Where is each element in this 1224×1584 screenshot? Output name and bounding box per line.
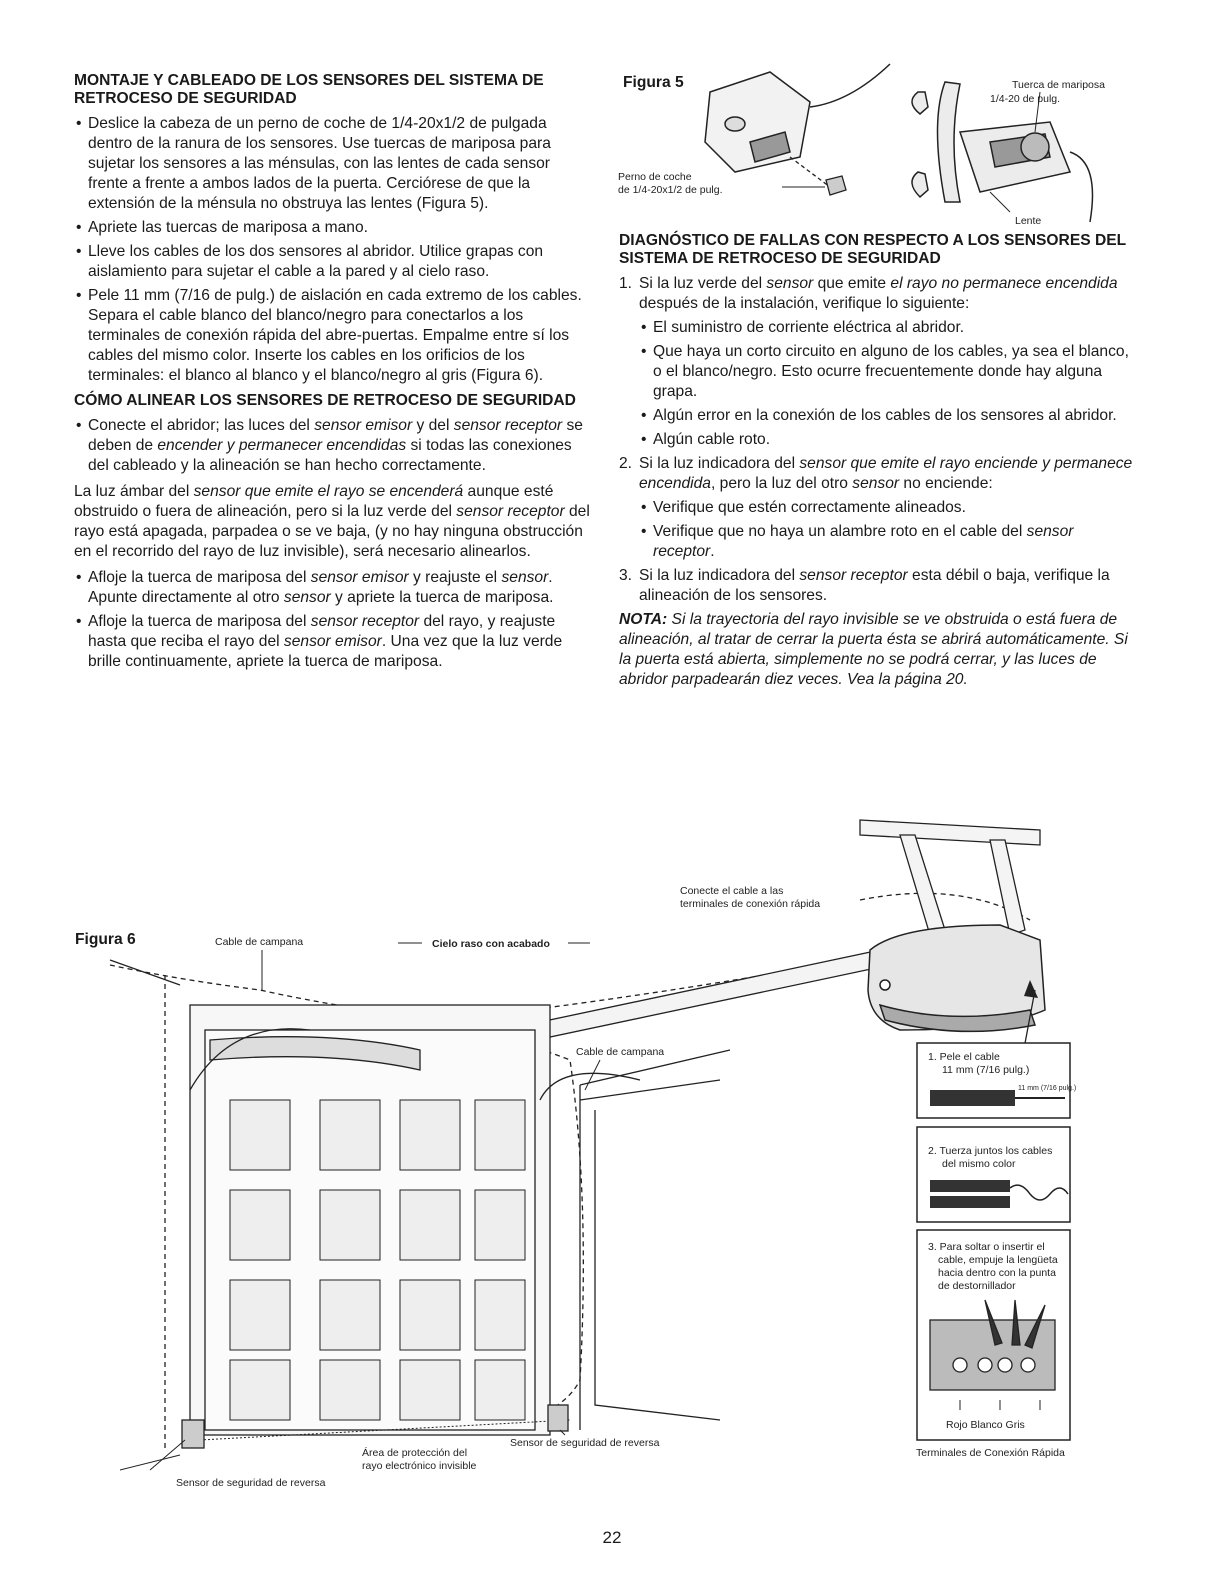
right-column bbox=[619, 232, 1139, 696]
sensor-body-icon bbox=[705, 72, 810, 172]
list-item: 1. Si la luz verde del sensor que emite el rayo no permanece encendida después de la instalación, verifique lo siguiente: • El suministro de corriente eléctrica al abridor. • Que haya un corto circuito en alguno de los cables, ya sea el blanco, o el blanco/negro. Esto ocurre frecuentemente donde hay alguna grapa. • Algún error en la conexión de los cables de los sensores al abridor. • Algún cable roto. bbox=[619, 274, 1139, 450]
heading-montaje: MONTAJE Y CABLEADO DE LOS SENSORES DEL SISTEMA DE RETROCESO DE SEGURIDAD bbox=[74, 72, 544, 107]
twisted-wire-icon bbox=[930, 1180, 1010, 1192]
step2-text-1: 2. Tuerza juntos los cables bbox=[928, 1145, 1053, 1157]
list-item: • Algún cable roto. bbox=[639, 430, 1139, 450]
list-item: • Algún error en la conexión de los cables de los sensores al abridor. bbox=[639, 406, 1139, 426]
sensor-left-callout: Sensor de seguridad de reversa bbox=[176, 1477, 326, 1489]
montaje-list bbox=[74, 114, 594, 386]
alinear-list-2 bbox=[74, 568, 594, 672]
list-item: • Verifique que no haya un alambre roto en el cable del sensor receptor. bbox=[639, 522, 1139, 562]
list-item: • Afloje la tuerca de mariposa del sensor emisor y reajuste el sensor. Apunte directamente al otro sensor y apriete la tuerca de mariposa. bbox=[74, 568, 594, 608]
bell-wire-top-callout: Cable de campana bbox=[215, 936, 304, 948]
step1-ruler-text: 11 mm (7/16 pulg.) bbox=[1018, 1085, 1077, 1092]
figure-6-illustration bbox=[0, 810, 1224, 1510]
step3-text-3: hacia dentro con la punta bbox=[938, 1267, 1056, 1279]
figure-5-label: Figura 5 bbox=[623, 74, 684, 91]
list-item: • Pele 11 mm (7/16 de pulg.) de aislación en cada extremo de los cables. Separa el cable blanco del blanco/negro para conectarlos a los terminales de conexión rápida del abre-puertas. Empalme entre sí los cables del mismo color. Inserte los cables en los orificios de los terminales: el blanco al blanco y el blanco/negro al gris (Figura 6). bbox=[74, 286, 594, 386]
list-item: • Afloje la tuerca de mariposa del sensor receptor del rayo, y reajuste hasta que reciba el rayo del sensor emisor. Una vez que la luz verde brille continuamente, apriete la tuerca de mariposa. bbox=[74, 612, 594, 672]
note-paragraph: NOTA: Si la trayectoria del rayo invisible se ve obstruida o está fuera de alineación, al tratar de cerrar la puerta ésta se abrirá automáticamente. Si la puerta está abierta, simplemente no se podrá cerrar, y las luces de abridor parpadearán diez veces. Vea la página 20. bbox=[619, 611, 1128, 688]
amber-light-paragraph: La luz ámbar del sensor que emite el rayo se encenderá aunque esté obstruido o fuera de alineación, pero si la luz verde del sensor receptor del rayo está apagada, parpadea o se ve baja, (y no hay ninguna obstrucción en el recorrido del rayo de luz invisible), será necesario alinearlos. bbox=[74, 483, 590, 560]
connect-callout-2: terminales de conexión rápida bbox=[680, 898, 821, 910]
figure-6-label: Figura 6 bbox=[75, 931, 136, 948]
list-item: • Deslice la cabeza de un perno de coche de 1/4-20x1/2 de pulgada dentro de la ranura de los sensores. Use tuercas de mariposa para sujetar los sensores a las ménsulas, con las lentes de cada sensor frente a frente a ambos lados de la puerta. Cerciórese de que la extensión de la ménsula no obstruya las lentes (Figura 5). bbox=[74, 114, 594, 214]
heading-diagnostico: DIAGNÓSTICO DE FALLAS CON RESPECTO A LOS SENSORES DEL SISTEMA DE RETROCESO DE SEGURIDAD bbox=[619, 232, 1126, 267]
left-column bbox=[74, 72, 594, 678]
list-item: 2. Si la luz indicadora del sensor que emite el rayo enciende y permanece encendida, pero la luz del otro sensor no enciende: • Verifique que estén correctamente alineados. • Verifique que no haya un alambre roto en el cable del sensor receptor. bbox=[619, 454, 1139, 562]
step1-text-2: 11 mm (7/16 pulg.) bbox=[942, 1064, 1030, 1076]
bell-wire-mid-callout: Cable de campana bbox=[576, 1046, 665, 1058]
wire-insulation-icon bbox=[930, 1090, 1015, 1106]
bolt-callout-2: de 1/4-20x1/2 de pulg. bbox=[618, 184, 723, 196]
right-sensor-icon bbox=[548, 1405, 568, 1431]
page-number: 22 bbox=[602, 1528, 622, 1547]
area-callout-1: Área de protección del bbox=[362, 1447, 468, 1459]
step2-text-2: del mismo color bbox=[942, 1158, 1016, 1170]
heading-alinear: CÓMO ALINEAR LOS SENSORES DE RETROCESO DE SEGURIDAD bbox=[74, 392, 576, 409]
list-item: • Apriete las tuercas de mariposa a mano. bbox=[74, 218, 594, 238]
bracket-wire-icon bbox=[1070, 152, 1093, 222]
connect-callout-1: Conecte el cable a las bbox=[680, 885, 784, 897]
sensor-right-callout: Sensor de seguridad de reversa bbox=[510, 1437, 660, 1449]
step3-text-1: 3. Para soltar o insertir el bbox=[928, 1241, 1045, 1253]
left-sensor-icon bbox=[182, 1420, 204, 1448]
step1-text-1: 1. Pele el cable bbox=[928, 1051, 1000, 1063]
opener-motor-icon bbox=[868, 925, 1045, 1031]
wing-nut-callout-2: 1/4-20 de pulg. bbox=[990, 93, 1061, 105]
step3-text-2: cable, empuje la lengüeta bbox=[938, 1254, 1058, 1266]
list-item: • Conecte el abridor; las luces del sensor emisor y del sensor receptor se deben de encender y permanecer encendidas si todas las conexiones del cableado y la alineación se han hecho correctamente. bbox=[74, 416, 594, 476]
area-callout-2: rayo electrónico invisible bbox=[362, 1460, 477, 1472]
door-panels-icon bbox=[230, 1100, 525, 1420]
list-item: • Verifique que estén correctamente alineados. bbox=[639, 498, 1139, 518]
wing-nut-callout-1: Tuerca de mariposa bbox=[1012, 79, 1105, 91]
step3-text-4: de destornillador bbox=[938, 1280, 1016, 1292]
diagnostico-list bbox=[619, 274, 1139, 606]
terminal-caption: Terminales de Conexión Rápida bbox=[916, 1447, 1065, 1459]
terminal-colors-text: Rojo Blanco Gris bbox=[946, 1419, 1025, 1431]
list-item: • Lleve los cables de los dos sensores al abridor. Utilice grapas con aislamiento para sujetar el cable a la pared y al cielo raso. bbox=[74, 242, 594, 282]
lens-callout: Lente bbox=[1015, 215, 1042, 227]
sensor-wire-icon bbox=[810, 64, 890, 107]
bolt-callout-1: Perno de coche bbox=[618, 171, 692, 183]
ceiling-callout: Cielo raso con acabado bbox=[432, 938, 550, 950]
list-item: • Que haya un corto circuito en alguno de los cables, ya sea el blanco, o el blanco/negro. Esto ocurre frecuentemente donde hay alguna grapa. bbox=[639, 342, 1139, 402]
list-item: • El suministro de corriente eléctrica al abridor. bbox=[639, 318, 1139, 338]
carriage-bolt-icon bbox=[790, 157, 846, 195]
list-item: 3. Si la luz indicadora del sensor receptor esta débil o baja, verifique la alineación de los sensores. bbox=[619, 567, 1110, 604]
alinear-list-1 bbox=[74, 416, 594, 476]
